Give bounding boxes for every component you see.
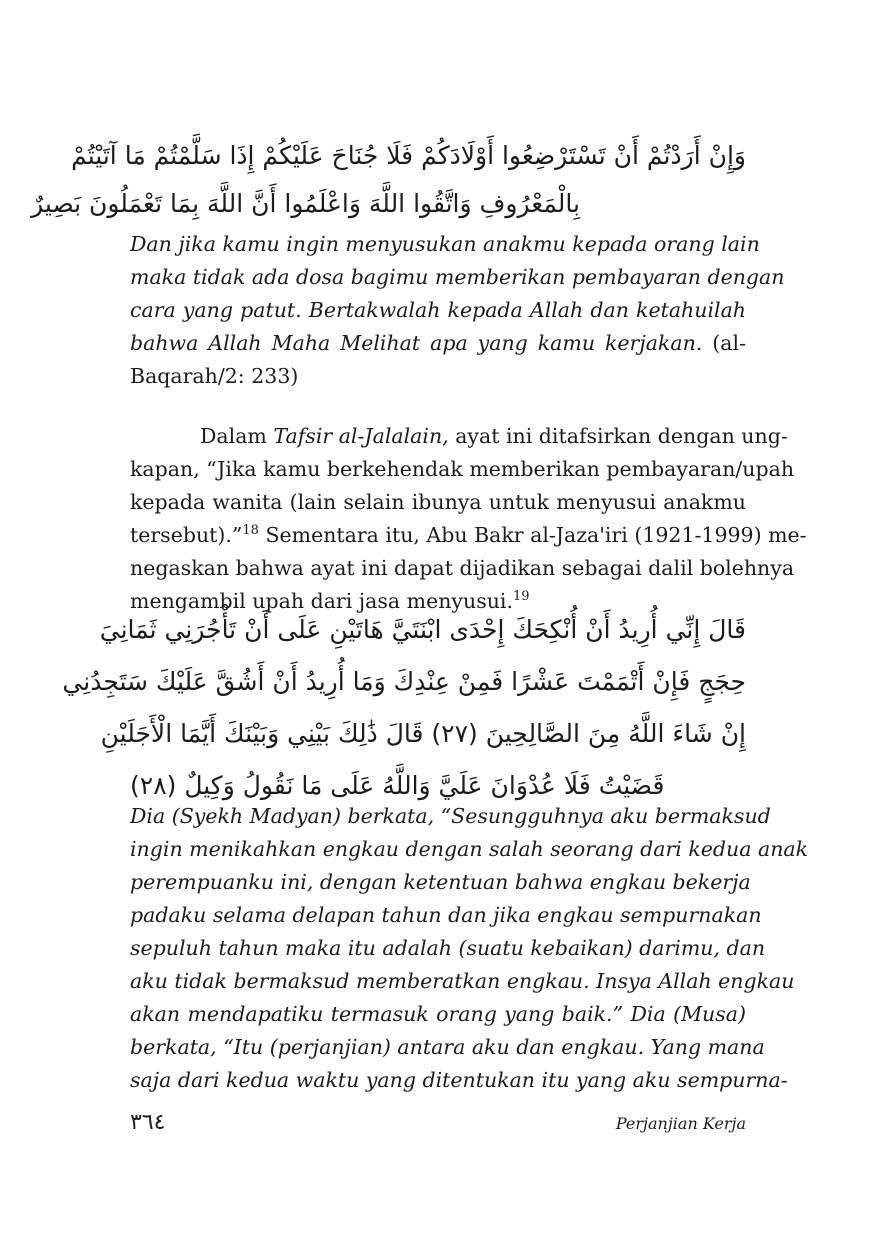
arabic-line: قَالَ إِنِّي أُرِيدُ أَنْ أُنْكِحَكَ إِحْدَى ابْنَتَيَّ هَاتَيْنِ عَلَى أَنْ تَأْجُرَنِي ثَمَانِيَ xyxy=(99,615,746,644)
translation-line: cara yang patut. Bertakwalah kepada Allah dan ketahuilah xyxy=(130,298,746,322)
book-title: Tafsir al-Jalalain, xyxy=(273,424,449,448)
arabic-line: إِنْ شَاءَ اللَّهُ مِنَ الصَّالِحِينَ (٢٧) قَالَ ذَٰلِكَ بَيْنِي وَبَيْنَكَ أَيَّمَا الْأَجَلَيْنِ xyxy=(100,719,746,748)
paragraph-line: kepada wanita (lain selain ibunya untuk menyusui anakmu xyxy=(130,490,746,514)
page-number: ٣٦٤ xyxy=(130,1110,166,1135)
arabic-line: قَضَيْتُ فَلَا عُدْوَانَ عَلَيَّ وَاللَّهُ عَلَى مَا نَقُولُ وَكِيلٌ (٢٨) xyxy=(130,771,665,800)
paragraph-line: negaskan bahwa ayat ini dapat dijadikan sebagai dalil bolehnya xyxy=(130,556,795,580)
translation-line xyxy=(130,327,746,360)
footnote-ref-19[interactable]: 19 xyxy=(512,589,530,605)
arabic-line: وَإِنْ أَرَدْتُمْ أَنْ تَسْتَرْضِعُوا أَوْلَادَكُمْ فَلَا جُنَاحَ عَلَيْكُمْ إِذَا سَلَّمْتُمْ مَا آتَيْتُمْ xyxy=(71,141,746,170)
reference: (al- xyxy=(712,331,746,355)
verse-baqarah-233-arabic xyxy=(31,128,746,224)
translation-line: Dia (Syekh Madyan) berkata, “Sesungguhnya aku bermaksud xyxy=(130,804,771,828)
page-footer xyxy=(130,1110,746,1140)
verse-baqarah-233-translation xyxy=(130,228,785,393)
arabic-line: بِالْمَعْرُوفِ وَاتَّقُوا اللَّهَ وَاعْلَمُوا أَنَّ اللَّهَ بِمَا تَعْمَلُونَ بَصِيرٌ xyxy=(31,189,580,218)
paragraph-line xyxy=(130,519,807,552)
arabic-line: حِجَجٍ فَإِنْ أَتْمَمْتَ عَشْرًا فَمِنْ عِنْدِكَ وَمَا أُرِيدُ أَنْ أَشُقَّ عَلَيْكَ سَتَجِدُنِي xyxy=(62,667,746,696)
translation-line: aku tidak bermaksud memberatkan engkau. Insya Allah engkau xyxy=(130,969,795,993)
body-paragraph xyxy=(130,420,807,618)
translation-line: Dan jika kamu ingin menyusukan anakmu kepada orang lain xyxy=(130,232,760,256)
text: Sementara itu, Abu Bakr al-Jaza'iri (1921-1999) me- xyxy=(258,523,807,547)
paragraph-line xyxy=(130,420,788,453)
paragraph-line: kapan, “Jika kamu berkehendak memberikan pembayaran/upah xyxy=(130,457,795,481)
translation-line: sepuluh tahun maka itu adalah (suatu kebaikan) darimu, dan xyxy=(130,936,766,960)
verse-qasas-27-28-translation xyxy=(130,800,809,1097)
translation-line: berkata, “Itu (perjanjian) antara aku dan engkau. Yang mana xyxy=(130,1035,765,1059)
translation-line: saja dari kedua waktu yang ditentukan itu yang aku sempurna- xyxy=(130,1068,788,1092)
text: Dalam xyxy=(200,424,274,448)
text: tersebut).” xyxy=(130,523,243,547)
translation-line: perempuanku ini, dengan ketentuan bahwa engkau bekerja xyxy=(130,870,751,894)
translation-line: akan mendapatiku termasuk orang yang baik.” Dia (Musa) xyxy=(130,1002,746,1026)
text: ayat ini ditafsirkan dengan ung- xyxy=(448,424,788,448)
text: mengambil upah dari jasa menyusui. xyxy=(130,589,513,613)
translation-text: bahwa Allah Maha Melihat apa yang kamu kerjakan. xyxy=(130,331,703,355)
verse-qasas-27-28-arabic xyxy=(62,604,746,812)
translation-line: padaku selama delapan tahun dan jika engkau sempurnakan xyxy=(130,903,762,927)
translation-line: maka tidak ada dosa bagimu memberikan pembayaran dengan xyxy=(130,265,785,289)
footnote-ref-18[interactable]: 18 xyxy=(242,523,259,539)
reference: Baqarah/2: 233) xyxy=(130,364,299,388)
translation-line: ingin menikahkan engkau dengan salah seorang dari kedua anak xyxy=(130,837,809,861)
running-head: Perjanjian Kerja xyxy=(615,1114,746,1133)
